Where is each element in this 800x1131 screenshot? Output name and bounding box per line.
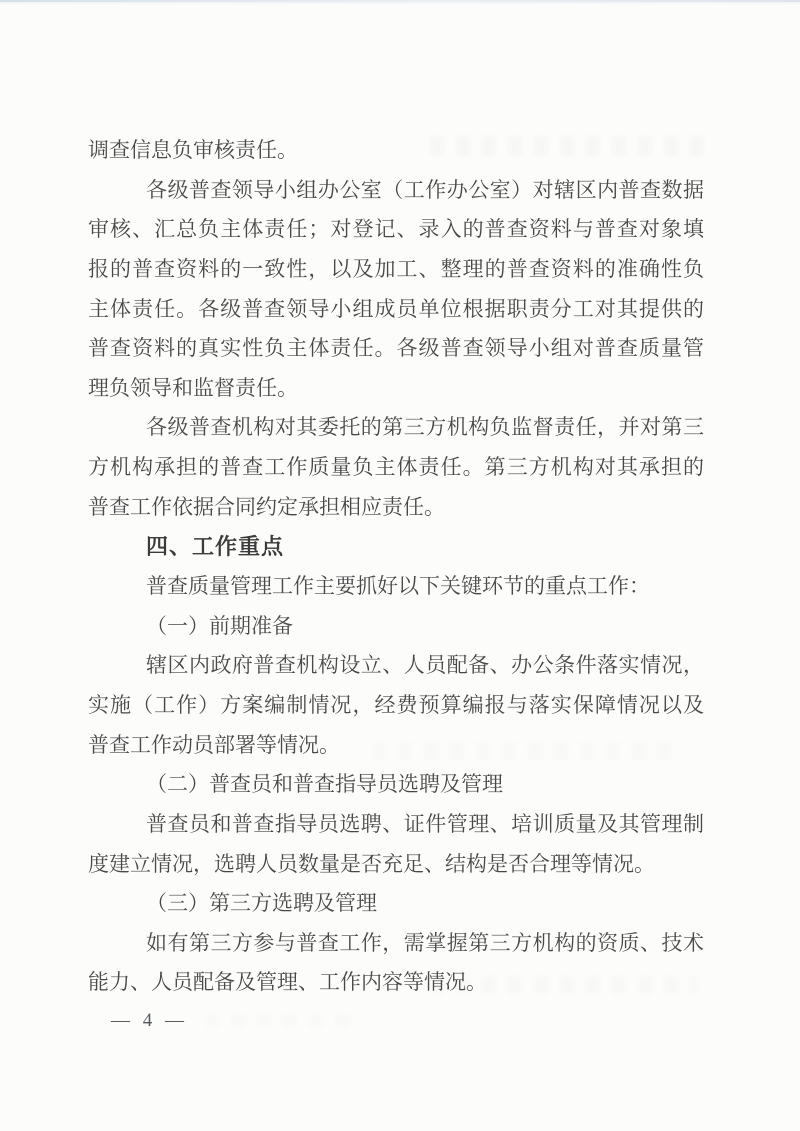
subsection-heading: （一）前期准备 — [146, 613, 293, 638]
text-line: 实施（工作）方案编制情况，经费预算编报与落实保障情况以及 — [88, 692, 704, 717]
text-line: 审核、汇总负主体责任；对登记、录入的普查资料与普查对象填 — [88, 217, 704, 242]
page-number: — 4 — — [111, 1010, 188, 1031]
text-line: 方机构承担的普查工作质量负主体责任。第三方机构对其承担的 — [88, 455, 704, 480]
subsection-heading: （三）第三方选聘及管理 — [146, 891, 377, 916]
text-line: 如有第三方参与普查工作，需掌握第三方机构的资质、技术 — [146, 930, 704, 955]
text-line: 各级普查领导小组办公室（工作办公室）对辖区内普查数据 — [146, 177, 704, 202]
text-line: 普查工作动员部署等情况。 — [88, 732, 340, 757]
text-line: 报的普查资料的一致性，以及加工、整理的普查资料的准确性负 — [88, 256, 704, 281]
text-line: 调查信息负审核责任。 — [88, 138, 298, 162]
document-text — [88, 131, 704, 1003]
text-line: 辖区内政府普查机构设立、人员配备、办公条件落实情况， — [146, 653, 704, 678]
text-line: 主体责任。各级普查领导小组成员单位根据职责分工对其提供的 — [88, 296, 704, 321]
text-line: 普查质量管理工作主要抓好以下关键环节的重点工作： — [146, 574, 650, 599]
scan-artifact — [205, 1014, 355, 1028]
text-line: 各级普查机构对其委托的第三方机构负监督责任，并对第三 — [146, 415, 704, 440]
text-line: 理负领导和监督责任。 — [88, 375, 298, 400]
text-line: 普查员和普查指导员选聘、证件管理、培训质量及其管理制 — [146, 811, 704, 836]
text-line: 普查工作依据合同约定承担相应责任。 — [88, 494, 445, 519]
subsection-heading: （二）普查员和普查指导员选聘及管理 — [146, 772, 503, 797]
section-heading: 四、工作重点 — [146, 534, 285, 560]
text-line: 能力、人员配备及管理、工作内容等情况。 — [88, 970, 487, 995]
text-line: 普查资料的真实性负主体责任。各级普查领导小组对普查质量管 — [88, 336, 704, 361]
text-line: 度建立情况，选聘人员数量是否充足、结构是否合理等情况。 — [88, 851, 655, 876]
scanner-edge-shadow — [0, 2, 800, 5]
